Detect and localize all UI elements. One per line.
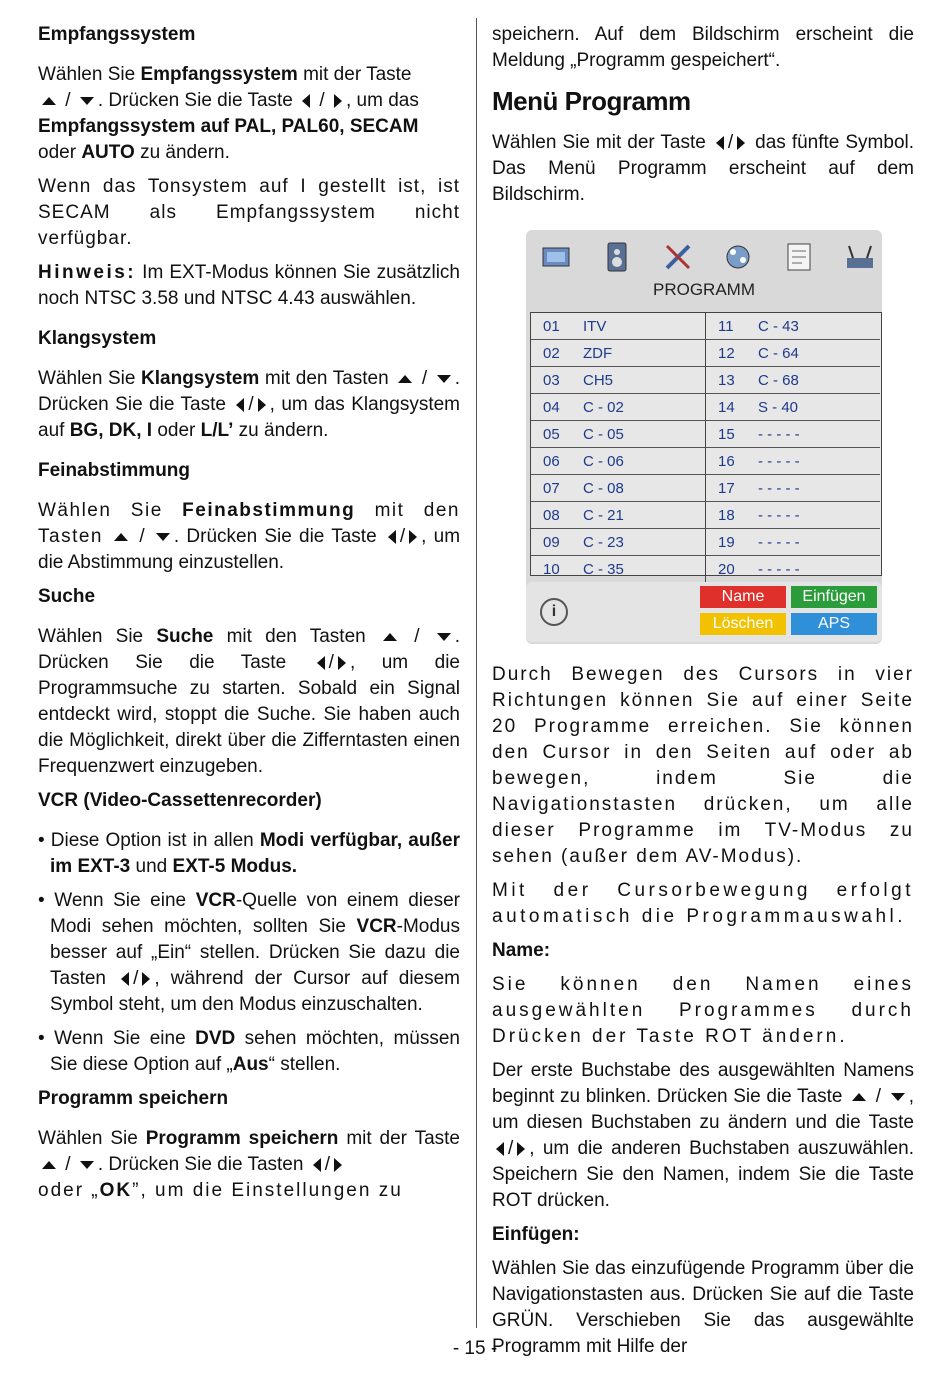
program-number: 09	[543, 534, 560, 551]
down-arrow-icon	[437, 375, 451, 383]
para-cursor: Durch Bewegen des Cursors in vier Richtungen können Sie auf einer Seite 20 Programme erreichen. Sie können den Cursor in den Seiten auf oder ab bewegen, indem Sie die Navigationstasten drücken, um alle dieser Programme im TV-Modus zu sehen (außer dem AV-Modus).	[492, 664, 914, 867]
para-continued: speichern. Auf dem Bildschirm erscheint die Meldung „Programm gespeichert“.	[492, 24, 914, 71]
heading-feinabstimmung: Feinabstimmung	[38, 460, 191, 481]
program-column-left	[531, 313, 706, 582]
document-icon[interactable]	[781, 240, 817, 274]
program-number: 03	[543, 372, 560, 389]
left-arrow-icon	[496, 1142, 504, 1156]
para-name-1: Sie können den Namen eines ausgewählten Programmes durch Drücken der Taste ROT ändern.	[492, 974, 914, 1047]
program-number: 06	[543, 453, 560, 470]
menu-title: PROGRAMM	[653, 280, 755, 299]
program-number: 12	[718, 345, 735, 362]
program-row[interactable]	[706, 475, 880, 502]
program-row[interactable]	[706, 313, 880, 340]
program-row[interactable]	[706, 556, 880, 582]
para-auto: Mit der Cursorbewegung erfolgt automatisch die Programmauswahl.	[492, 880, 914, 927]
up-arrow-icon	[383, 633, 397, 641]
right-arrow-icon	[142, 972, 150, 986]
program-number: 17	[718, 480, 735, 497]
program-number: 18	[718, 507, 735, 524]
program-number: 05	[543, 426, 560, 443]
program-name: - - - - -	[758, 480, 800, 497]
program-number: 08	[543, 507, 560, 524]
para-menu-programm: Wählen Sie mit der Taste / das fünfte Symbol. Das Menü Programm erscheint auf dem Bildschirm.	[492, 132, 915, 205]
left-arrow-icon	[388, 530, 396, 544]
bullet-vcr-2: • Wenn Sie eine VCR-Quelle von einem dieser Modi sehen möchten, sollten Sie VCR-Modus besser auf „Ein“ stellen. Drücken Sie dazu die Tasten / , während der Cursor auf diesem Symbol steht, um den Modus einzuschalten.	[38, 890, 461, 1015]
para-einfuegen: Wählen Sie das einzufügende Programm über die Navigationstasten aus. Drücken Sie auf die Taste GRÜN. Verschieben Sie das ausgewählte Programm mit Hilfe der	[492, 1258, 914, 1357]
program-number: 15	[718, 426, 735, 443]
down-arrow-icon	[80, 1161, 94, 1169]
left-arrow-icon	[236, 398, 244, 412]
heading-empfangssystem: Empfangssystem	[38, 24, 196, 45]
program-row[interactable]	[706, 394, 880, 421]
right-arrow-icon	[334, 1158, 342, 1172]
up-arrow-icon	[114, 533, 128, 541]
heading-klangsystem: Klangsystem	[38, 328, 157, 349]
heading-vcr: VCR (Video-Cassettenrecorder)	[38, 790, 322, 811]
program-number: 19	[718, 534, 735, 551]
program-row[interactable]	[706, 340, 880, 367]
heading-programm-speichern: Programm speichern	[38, 1088, 229, 1109]
speaker-icon[interactable]	[599, 240, 635, 274]
program-row[interactable]	[531, 475, 705, 502]
down-arrow-icon	[156, 533, 170, 541]
program-row[interactable]	[706, 529, 880, 556]
program-row[interactable]	[531, 529, 705, 556]
bullet-vcr-1: • Diese Option ist in allen Modi verfügbar, außer im EXT-3 und EXT-5 Modus.	[38, 830, 460, 877]
program-name: C - 68	[758, 372, 799, 389]
program-number: 01	[543, 318, 560, 335]
program-number: 16	[718, 453, 735, 470]
programm-menu-screen	[526, 230, 882, 644]
program-name: ITV	[583, 318, 607, 335]
program-name: ZDF	[583, 345, 613, 362]
program-name: C - 35	[583, 561, 624, 578]
program-name: CH5	[583, 372, 614, 389]
program-row[interactable]	[531, 313, 705, 340]
up-arrow-icon	[42, 97, 56, 105]
program-name: S - 40	[758, 399, 799, 416]
program-name: - - - - -	[758, 507, 800, 524]
program-name: - - - - -	[758, 426, 800, 443]
para-hinweis: Hinweis: Im EXT-Modus können Sie zusätzlich noch NTSC 3.58 und NTSC 4.43 auswählen.	[38, 262, 460, 309]
program-name: C - 06	[583, 453, 624, 470]
program-row[interactable]	[531, 421, 705, 448]
program-row[interactable]	[706, 502, 880, 529]
left-arrow-icon	[313, 1158, 321, 1172]
left-arrow-icon	[302, 94, 310, 108]
right-arrow-icon	[737, 136, 745, 150]
program-name: C - 23	[583, 534, 624, 551]
heading-suche: Suche	[38, 586, 96, 607]
para-klangsystem: Wählen Sie Klangsystem mit den Tasten / . Drücken Sie die Taste / , um das Klangsystem auf BG, DK, I oder L/L’ zu ändern.	[38, 368, 460, 441]
program-row[interactable]	[531, 394, 705, 421]
program-list	[530, 312, 882, 576]
right-arrow-icon	[409, 530, 417, 544]
para-name-2: Der erste Buchstabe des ausgewählten Namens beginnt zu blinken. Drücken Sie die Taste / , um diesen Buchstaben zu ändern und die Taste / , um die anderen Buchstaben auszuwählen. Speichern Sie den Namen, indem Sie die Taste ROT drücken.	[492, 1060, 914, 1211]
program-number: 13	[718, 372, 735, 389]
program-number: 02	[543, 345, 560, 362]
down-arrow-icon	[80, 97, 94, 105]
program-name: - - - - -	[758, 453, 800, 470]
left-arrow-icon	[317, 656, 325, 670]
tools-icon[interactable]	[660, 240, 696, 274]
page-number: - 15 -	[452, 1338, 498, 1359]
up-arrow-icon	[42, 1161, 56, 1169]
para-empfangssystem-2: Wenn das Tonsystem auf I gestellt ist, ist SECAM als Empfangssystem nicht verfügbar.	[38, 176, 460, 249]
bullet-vcr-3: • Wenn Sie eine DVD sehen möchten, müssen Sie diese Option auf „Aus“ stellen.	[38, 1028, 460, 1075]
program-name: C - 08	[583, 480, 624, 497]
right-arrow-icon	[338, 656, 346, 670]
program-name: C - 43	[758, 318, 799, 335]
program-number: 11	[718, 318, 734, 335]
program-number: 04	[543, 399, 560, 416]
program-row[interactable]	[531, 502, 705, 529]
right-column	[492, 22, 914, 1360]
down-arrow-icon	[437, 633, 451, 641]
left-arrow-icon	[716, 136, 724, 150]
program-column-right	[706, 313, 880, 582]
program-number: 20	[718, 561, 735, 578]
tv-picture-icon[interactable]	[538, 240, 574, 274]
program-name: C - 21	[583, 507, 624, 524]
program-number: 10	[543, 561, 560, 578]
program-name: C - 02	[583, 399, 624, 416]
satellite-icon[interactable]	[720, 240, 756, 274]
right-arrow-icon	[517, 1142, 525, 1156]
down-arrow-icon	[891, 1093, 905, 1101]
right-arrow-icon	[334, 94, 342, 108]
antenna-icon[interactable]	[842, 240, 878, 274]
column-divider	[476, 18, 477, 1328]
para-empfangssystem-1: Wählen Sie Empfangssystem mit der Taste / . Drücken Sie die Taste / , um das Empfangssystem auf PAL, PAL60, SECAM oder AUTO zu ändern.	[38, 64, 419, 163]
info-icon[interactable]: i	[540, 598, 568, 626]
program-row[interactable]	[706, 421, 880, 448]
program-row[interactable]	[531, 448, 705, 475]
program-row[interactable]	[706, 448, 880, 475]
heading-name: Name:	[492, 940, 551, 961]
loeschen-button[interactable]: Löschen	[700, 613, 786, 635]
left-column	[38, 22, 460, 1204]
up-arrow-icon	[852, 1093, 866, 1101]
program-row[interactable]	[706, 367, 880, 394]
program-number: 14	[718, 399, 735, 416]
left-arrow-icon	[121, 972, 129, 986]
menu-button-bar	[526, 582, 882, 642]
name-button[interactable]: Name	[700, 586, 786, 608]
program-name: - - - - -	[758, 561, 800, 578]
up-arrow-icon	[398, 375, 412, 383]
para-feinabstimmung: Wählen Sie Feinabstimmung mit den Tasten / . Drücken Sie die Taste / , um die Abstimmung einzustellen.	[38, 500, 461, 573]
aps-button[interactable]: APS	[791, 613, 877, 635]
para-suche: Wählen Sie Suche mit den Tasten / . Drücken Sie die Taste / , um die Programmsuche zu starten. Sobald ein Signal entdeckt wird, stoppt die Suche. Sie haben auch die Möglichkeit, direkt über die Zifferntasten einen Frequenzwert einzugeben.	[38, 626, 460, 777]
heading-einfuegen: Einfügen:	[492, 1224, 580, 1245]
menu-icon-bar	[538, 240, 878, 280]
heading-menu-programm: Menü Programm	[492, 86, 691, 116]
program-name: - - - - -	[758, 534, 800, 551]
right-arrow-icon	[258, 398, 266, 412]
program-row[interactable]	[531, 556, 705, 582]
program-name: C - 64	[758, 345, 799, 362]
program-row[interactable]	[531, 340, 705, 367]
program-number: 07	[543, 480, 560, 497]
program-name: C - 05	[583, 426, 624, 443]
para-programm-speichern: Wählen Sie Programm speichern mit der Taste / . Drücken Sie die Tasten / oder „OK”, um die Einstellungen zu	[38, 1128, 460, 1201]
einfuegen-button[interactable]: Einfügen	[791, 586, 877, 608]
program-row[interactable]	[531, 367, 705, 394]
